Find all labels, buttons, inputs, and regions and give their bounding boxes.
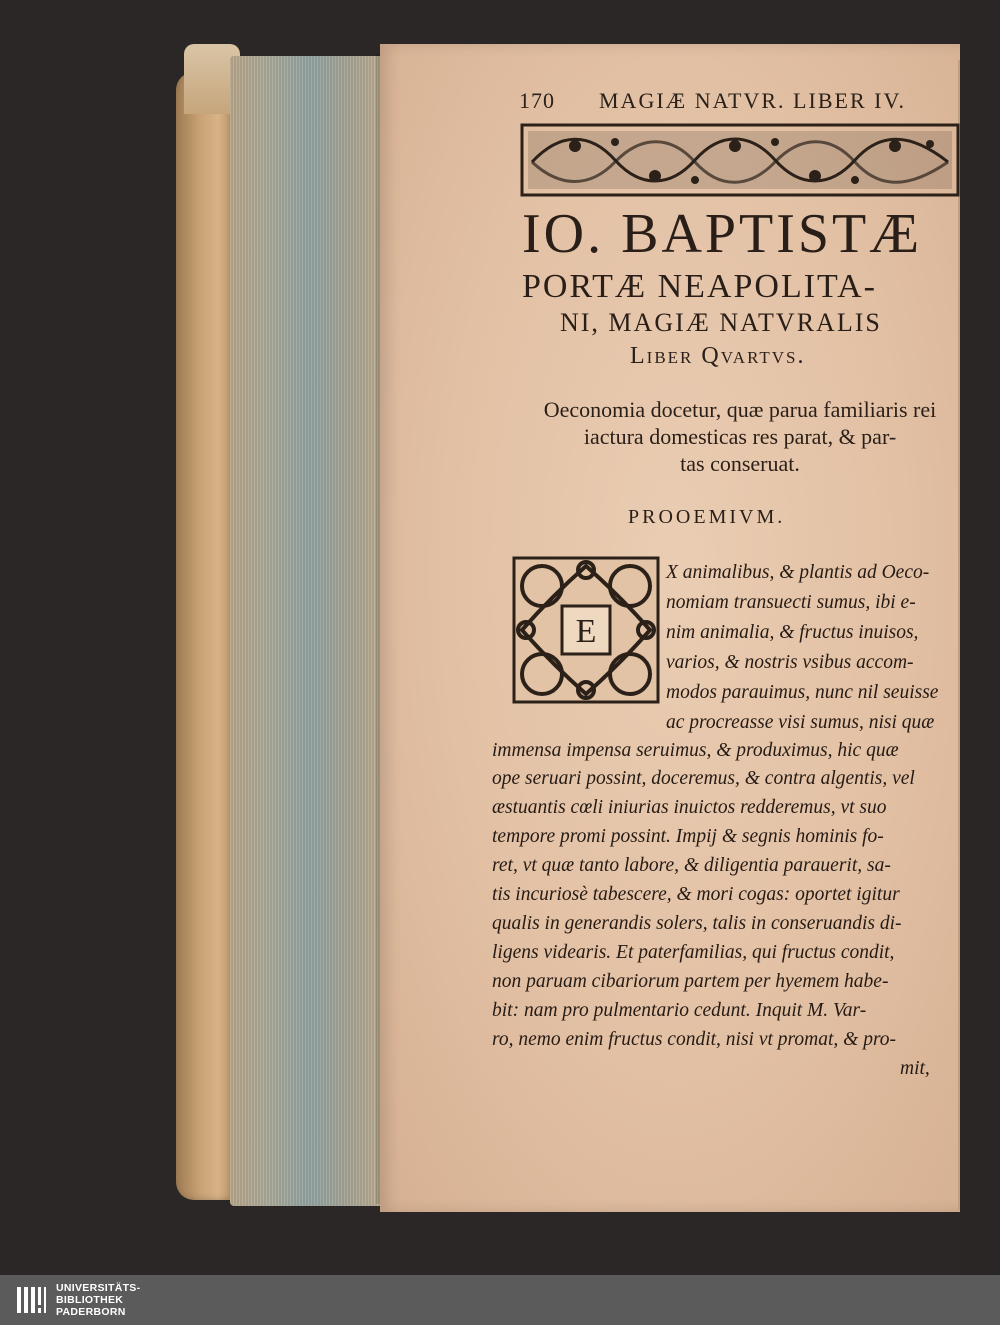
- library-name: [56, 1282, 140, 1318]
- text-line: varios, & nostris vsibus accom-: [666, 652, 914, 673]
- text-line: tis incuriosè tabescere, & mori cogas: oportet igitur: [492, 884, 900, 905]
- text-line: ac procreasse visi sumus, nisi quæ: [666, 712, 935, 733]
- text-line: tempore promi possint. Impij & segnis hominis fo-: [492, 826, 884, 847]
- text-line: X animalibus, & plantis ad Oeco-: [666, 562, 930, 583]
- text-line: immensa impensa seruimus, & produximus, hic quæ: [492, 740, 899, 761]
- text-line: non paruam cibariorum partem per hyemem habe-: [492, 971, 889, 992]
- text-line: nim animalia, & fructus inuisos,: [666, 622, 919, 643]
- library-name-line: UNIVERSITÄTS-: [56, 1282, 141, 1294]
- text-line: bit: nam pro pulmentario cedunt. Inquit M. Var-: [492, 1000, 867, 1021]
- text-line: qualis in generandis solers, talis in conseruandis di-: [492, 913, 902, 934]
- initial-letter: E: [575, 613, 597, 650]
- running-title: MAGIÆ NATVR. LIBER IV.: [599, 88, 906, 113]
- book-spine: [176, 72, 236, 1200]
- title-line-4: Liber Qvartvs.: [630, 343, 806, 369]
- text-line: nomiam transuecti sumus, ibi e-: [666, 592, 916, 613]
- footer-bar: [0, 1275, 1000, 1325]
- text-line: modos parauimus, nunc nil seuisse: [666, 682, 939, 703]
- text-line: mit,: [900, 1058, 930, 1079]
- decorated-initial: [512, 556, 660, 704]
- subtitle: [515, 396, 965, 477]
- page-edges: [230, 56, 390, 1206]
- text-line: ret, vt quæ tanto labore, & diligentia parauerit, sa-: [492, 855, 891, 876]
- ornament-headpiece: [520, 122, 960, 198]
- library-name-line: PADERBORN: [56, 1306, 126, 1318]
- text-line: æstuantis cœli iniurias inuictos redderemus, vt suo: [492, 797, 887, 818]
- running-head: [519, 88, 939, 122]
- title-line-3: NI, MAGIÆ NATVRALIS: [560, 308, 882, 337]
- title-line-1: IO. BAPTISTÆ: [522, 203, 923, 265]
- section-heading: PROOEMIVM.: [628, 506, 786, 528]
- subtitle-line: Oeconomia docetur, quæ parua familiaris rei: [543, 397, 937, 422]
- text-line: ligens videaris. Et paterfamilias, qui fructus condit,: [492, 942, 895, 963]
- title-line-2: PORTÆ NEAPOLITA-: [522, 268, 877, 305]
- text-line: ope seruari possint, doceremus, & contra algentis, vel: [492, 768, 915, 789]
- subtitle-line: iactura domesticas res parat, & par-: [583, 424, 897, 449]
- text-line: ro, nemo enim fructus condit, nisi vt promat, & pro-: [492, 1029, 897, 1050]
- page-number: 170: [519, 88, 555, 113]
- right-background: [960, 0, 1000, 1275]
- library-name-line: BIBLIOTHEK: [56, 1294, 124, 1306]
- university-library-logo-icon: [16, 1285, 48, 1315]
- subtitle-line: tas conseruat.: [680, 451, 800, 476]
